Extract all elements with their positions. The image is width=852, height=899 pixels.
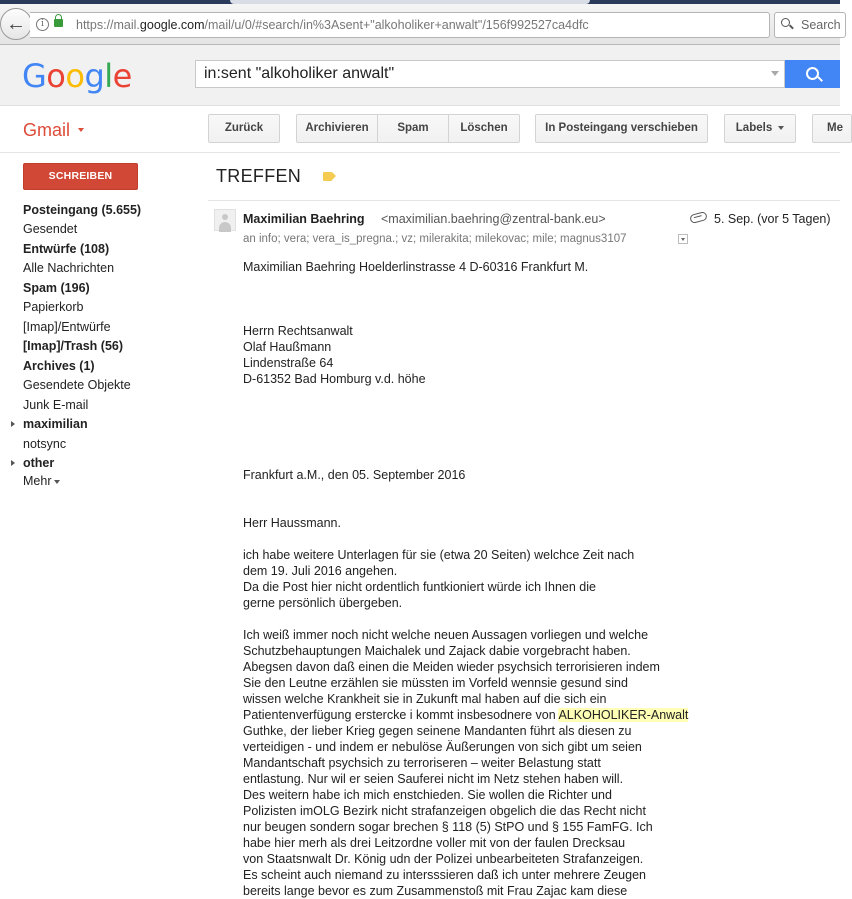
recipients-list: an info; vera; vera_is_pregna.; vz; milerakita; milekovac; mile; magnus3107 — [243, 233, 627, 245]
sidebar-item-all-mail[interactable]: Alle Nachrichten — [23, 261, 115, 275]
body-line: Abegsen davon daß einen die Meiden wieder psychsich terrorisieren indem — [243, 660, 660, 674]
body-line: entlastung. Nur wil er seien Sauferei nicht im Netz stehen haben will. — [243, 772, 624, 786]
url-text: https://mail.google.com/mail/u/0/#search/in%3Asent+"alkoholiker+anwalt"/156f992527ca4dfc — [76, 18, 589, 32]
sidebar-item-spam[interactable]: Spam (196) — [23, 281, 90, 295]
search-icon — [781, 18, 790, 27]
sidebar-item-archives[interactable]: Archives (1) — [23, 359, 95, 373]
body-line: habe hier merh als drei Leitzordne voller mit von der faulen Drecksau — [243, 836, 626, 850]
sender-name[interactable]: Maximilian Baehring — [243, 212, 365, 226]
sidebar-item-trash[interactable]: Papierkorb — [23, 300, 84, 314]
sidebar-item-sent[interactable]: Gesendet — [23, 222, 78, 236]
body-line: gerne persönlich übergeben. — [243, 596, 403, 610]
body-line: Polizisten imOLG Bezirk nicht strafanzeigen obgelich die das Recht nicht — [243, 804, 646, 818]
sidebar-more-label: Mehr — [23, 474, 52, 488]
message-date: 5. Sep. (vor 5 Tagen) — [714, 212, 831, 226]
body-line: Mandantschaft psychsich zu terroriseren – weiter Belastung statt — [243, 756, 601, 770]
thread-subject: TREFFEN — [216, 166, 302, 186]
delete-button[interactable]: Löschen — [448, 114, 520, 143]
paperclip-icon — [689, 211, 708, 224]
body-line: Herr Haussmann. — [243, 516, 341, 530]
thread-divider — [208, 200, 840, 201]
sidebar-item-junk[interactable]: Junk E-mail — [23, 398, 89, 412]
expand-arrow-icon[interactable] — [11, 421, 15, 427]
body-line: dem 19. Juli 2016 angehen. — [243, 564, 398, 578]
labels-button[interactable] — [724, 114, 796, 143]
labels-button-label: Labels — [735, 122, 773, 134]
body-line: nur beugen sondern sogar brechen § 118 (5) StPO und § 155 FamFG. Ich — [243, 820, 653, 834]
body-line: Sie den Leutne erzählen sie müssten im Vorfeld wennsie gesund sind — [243, 676, 628, 690]
body-line: wissen welche Krankheit sie in Zukunft mal haben auf die sich ein — [243, 692, 607, 706]
sidebar-item-imap-drafts[interactable]: [Imap]/Entwürfe — [23, 320, 111, 334]
body-line: ich habe weitere Unterlagen für sie (etwa 20 Seiten) welchce Zeit nach — [243, 548, 635, 562]
mail-search-button[interactable] — [785, 60, 840, 88]
browser-search-placeholder: Search — [801, 18, 841, 32]
google-header — [0, 45, 840, 106]
body-line: Ich weiß immer noch nicht welche neuen Aussagen vorliegen und welche — [243, 628, 649, 642]
more-button[interactable]: Me — [812, 114, 852, 143]
chevron-down-icon — [54, 480, 60, 484]
browser-navbar — [0, 4, 840, 45]
label-tag-icon[interactable] — [323, 172, 332, 181]
info-icon[interactable]: i — [36, 18, 49, 31]
archive-button[interactable]: Archivieren — [296, 114, 378, 143]
spam-button[interactable]: Spam — [377, 114, 449, 143]
body-line: Maximilian Baehring Hoelderlinstrasse 4 D-60316 Frankfurt M. — [243, 260, 589, 274]
toolbar-divider — [0, 152, 840, 153]
browser-search-box[interactable] — [774, 12, 846, 38]
sidebar-item-imap-trash[interactable]: [Imap]/Trash (56) — [23, 339, 124, 353]
avatar — [214, 209, 236, 231]
body-line — [243, 707, 688, 723]
body-line: Herrn Rechtsanwalt — [243, 324, 353, 338]
body-line: bereits lange bevor es zum Zusammenstoß mit Frau Zajac kam diese — [243, 884, 628, 898]
body-line: verteidigen - und indem er nebulöse Äußerungen von sich gibt um seien — [243, 740, 642, 754]
chevron-down-icon — [778, 126, 784, 130]
compose-button[interactable]: SCHREIBEN — [23, 163, 138, 190]
search-icon — [806, 67, 819, 80]
sidebar-item-drafts[interactable]: Entwürfe (108) — [23, 242, 110, 256]
gmail-app-switcher[interactable]: Gmail — [23, 120, 71, 140]
search-highlight: ALKOHOLIKER-Anwalt — [558, 708, 689, 722]
body-line: Frankfurt a.M., den 05. September 2016 — [243, 468, 466, 482]
body-line: von Staatsnwalt Dr. König udn der Polizei unbearbeiteten Strafanzeigen. — [243, 852, 644, 866]
body-line: Schutzbehauptungen Maichalek und Zajack dabie vorgebracht haben. — [243, 644, 631, 658]
sender-email: <maximilian.baehring@zentral-bank.eu> — [381, 212, 606, 226]
address-bar[interactable] — [30, 12, 770, 38]
sidebar-item-maximilian[interactable]: maximilian — [23, 417, 88, 431]
sidebar-item-more[interactable] — [23, 474, 60, 488]
sidebar-item-sent-objects[interactable]: Gesendete Objekte — [23, 378, 131, 392]
back-to-list-button[interactable]: Zurück — [208, 114, 280, 143]
sidebar-item-notsync[interactable]: notsync — [23, 437, 67, 451]
body-line: D-61352 Bad Homburg v.d. höhe — [243, 372, 426, 386]
body-line: Lindenstraße 64 — [243, 356, 334, 370]
body-line: Da die Post hier nicht ordentlich funtkioniert würde ich Ihnen die — [243, 580, 596, 594]
back-arrow-icon[interactable]: ← — [0, 8, 32, 40]
sidebar-item-other[interactable]: other — [23, 456, 55, 470]
body-line: Olaf Haußmann — [243, 340, 332, 354]
sidebar-item-inbox[interactable]: Posteingang (5.655) — [23, 203, 142, 217]
body-line: Guthke, der lieber Krieg gegen seinene Mandanten führt als diesen zu — [243, 724, 632, 738]
google-logo[interactable]: Google — [22, 57, 132, 95]
expand-arrow-icon[interactable] — [11, 460, 15, 466]
body-line: Es scheint auch niemand zu intersssieren daß ich unter mehrere Zeugen — [243, 868, 646, 882]
chevron-down-icon[interactable] — [78, 128, 84, 132]
lock-icon[interactable] — [54, 19, 63, 27]
body-line: Des weitern habe ich mich enstchieden. Sie wollen die Richter und — [243, 788, 612, 802]
mail-search-input[interactable]: in:sent "alkoholiker anwalt" — [195, 60, 785, 88]
move-to-inbox-button[interactable]: In Posteingang verschieben — [535, 114, 708, 143]
body-line-text: Patientenverfügung erstercke i kommt insbesodnere von — [243, 708, 559, 722]
search-options-dropdown-icon[interactable] — [771, 71, 779, 76]
show-details-dropdown-icon[interactable] — [678, 234, 688, 244]
